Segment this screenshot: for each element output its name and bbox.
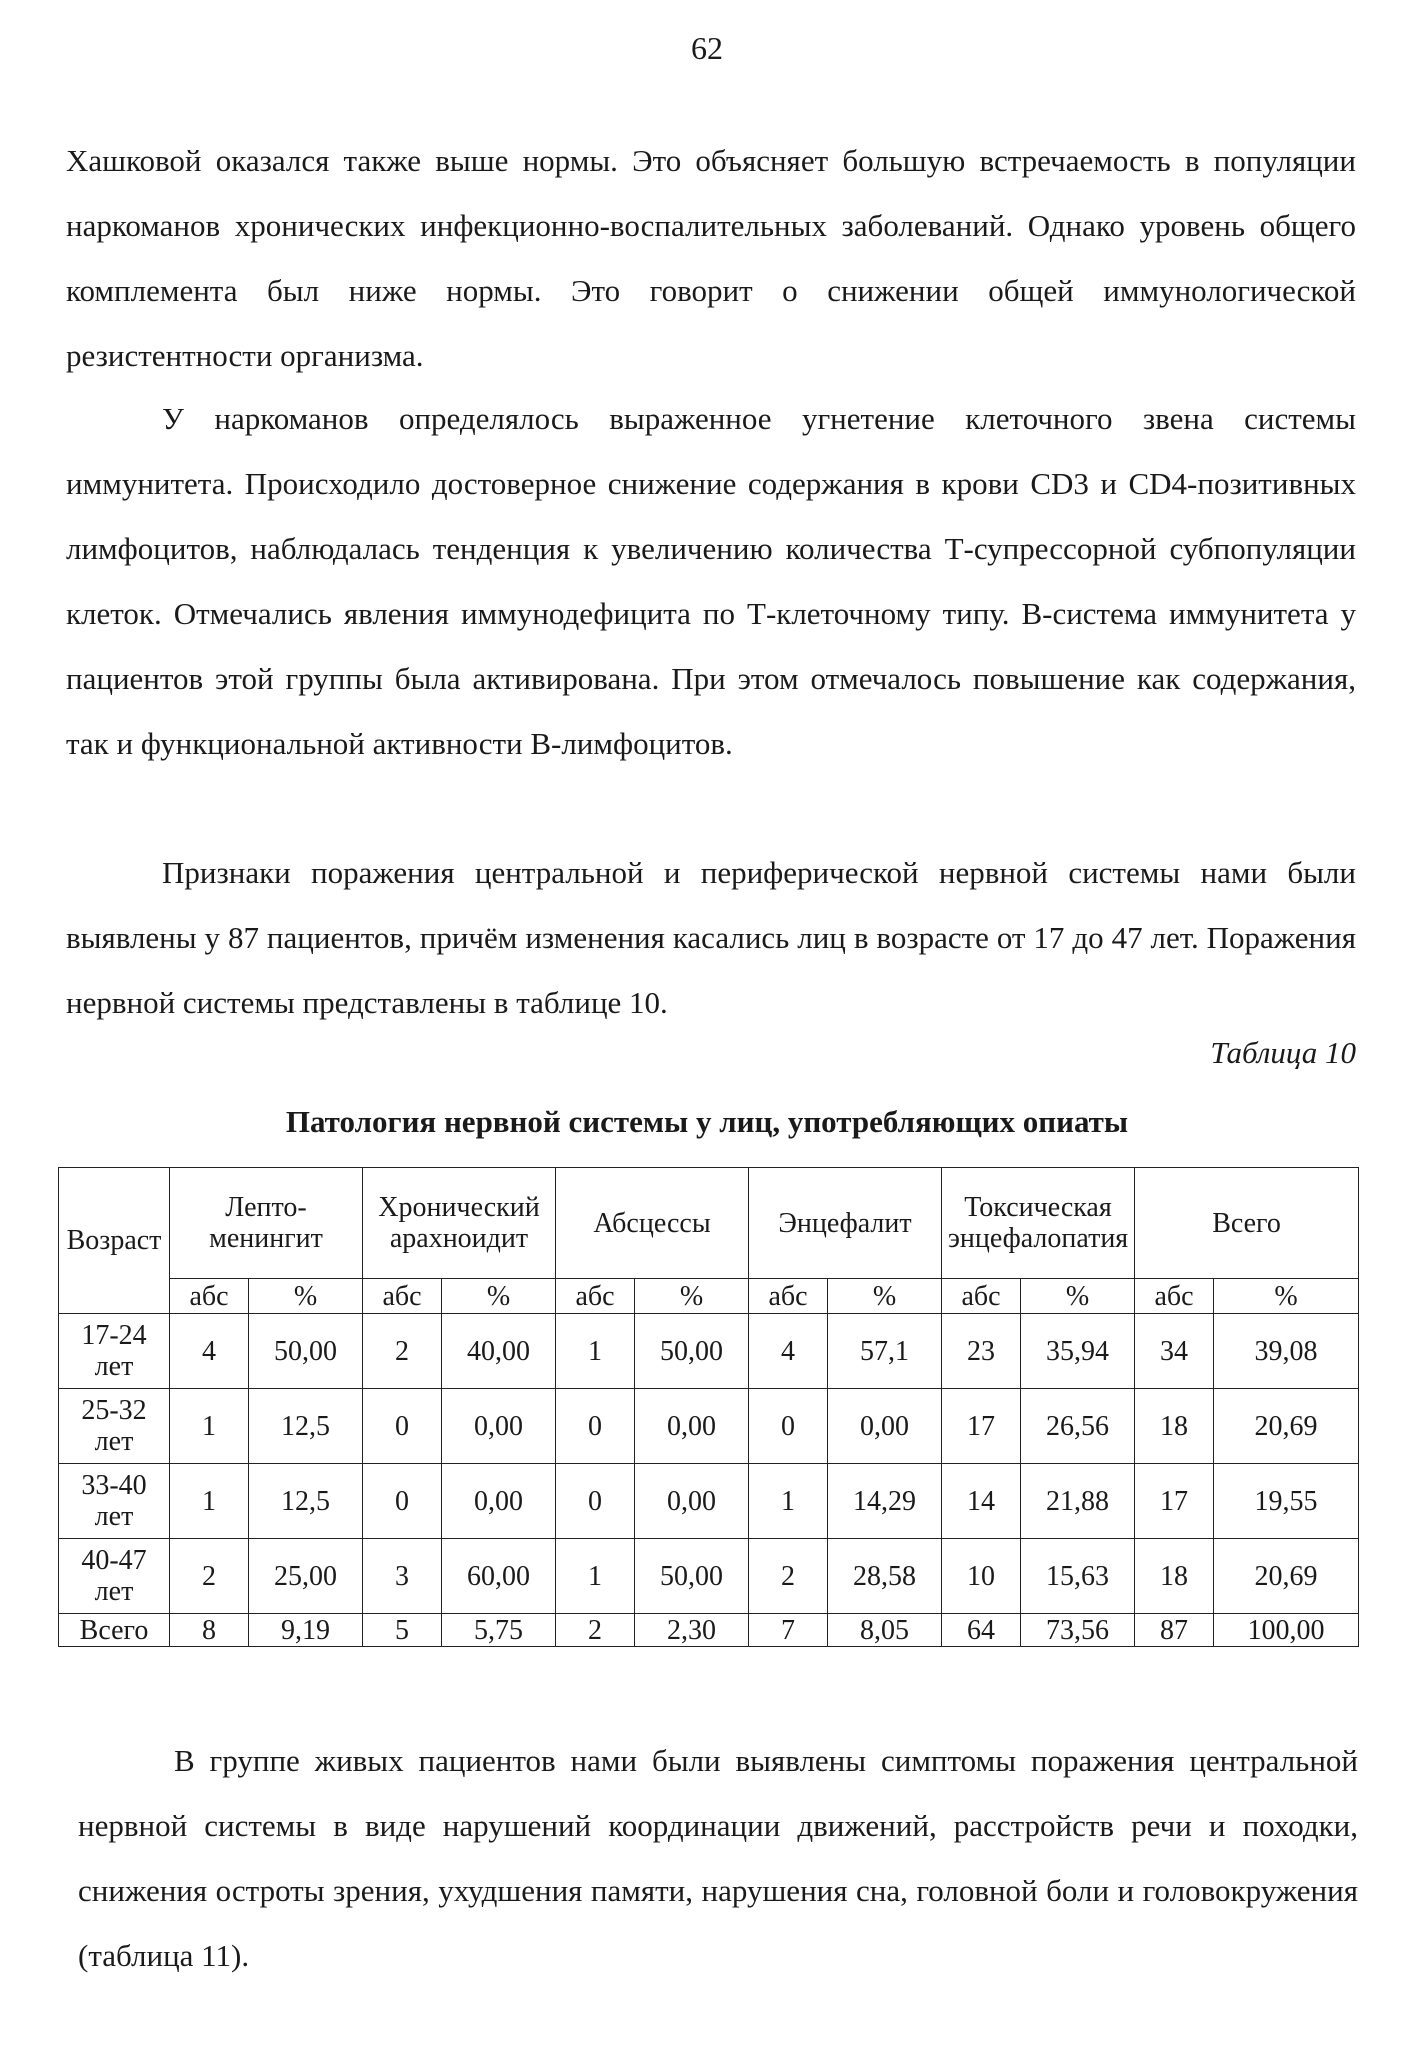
- row-label: 33-40 лет: [59, 1464, 170, 1539]
- group-header: Энцефалит: [749, 1168, 942, 1279]
- table-cell: 1: [170, 1464, 249, 1539]
- table-cell: 10: [942, 1539, 1021, 1614]
- paragraph-4: В группе живых пациентов нами были выявлены симптомы поражения центральной нервной системы в виде нарушений координации движений, расстройств речи и походки, снижения остроты зрения, ухудшения памяти, нарушения сна, головной боли и головокружения (таблица 11).: [78, 1743, 1358, 1973]
- table-cell: 0: [749, 1389, 828, 1464]
- table-cell: 3: [363, 1539, 442, 1614]
- table-cell: 0: [363, 1464, 442, 1539]
- table-row: [59, 1464, 1359, 1539]
- paragraph-1: Хашковой оказался также выше нормы. Это объясняет большую встречаемость в популяции наркоманов хронических инфекционно-воспалительных заболеваний. Однако уровень общего комплемента был ниже нормы. Это говорит о снижении общей иммунологической резистентности организма.: [66, 143, 1356, 373]
- subheader-abs: абс: [1135, 1279, 1214, 1314]
- subheader-percent: %: [1214, 1279, 1359, 1314]
- subheader-percent: %: [635, 1279, 749, 1314]
- table-cell: 18: [1135, 1539, 1214, 1614]
- table-cell: 8,05: [828, 1614, 942, 1647]
- table-cell: 8: [170, 1614, 249, 1647]
- table-cell: 2: [556, 1614, 635, 1647]
- table-cell: 17: [1135, 1464, 1214, 1539]
- table-cell: 12,5: [249, 1464, 363, 1539]
- subheader-abs: абс: [363, 1279, 442, 1314]
- table-cell: 4: [170, 1314, 249, 1389]
- table-cell: 28,58: [828, 1539, 942, 1614]
- group-header: Абсцессы: [556, 1168, 749, 1279]
- table-cell: 64: [942, 1614, 1021, 1647]
- table-cell: 0: [556, 1464, 635, 1539]
- table-row: [59, 1389, 1359, 1464]
- table-cell: 50,00: [635, 1314, 749, 1389]
- table-cell: 40,00: [442, 1314, 556, 1389]
- table-cell: 39,08: [1214, 1314, 1359, 1389]
- table-row: [59, 1614, 1359, 1647]
- table-cell: 1: [556, 1314, 635, 1389]
- table-cell: 57,1: [828, 1314, 942, 1389]
- paragraph-2: У наркоманов определялось выраженное угнетение клеточного звена системы иммунитета. Происходило достоверное снижение содержания в крови CD3 и CD4-позитивных лимфоцитов, наблюдалась тенденция к увеличению количества Т-супрессорной субпопуляции клеток. Отмечались явления иммунодефицита по Т-клеточному типу. В-система иммунитета у пациентов этой группы была активирована. При этом отмечалось повышение как содержания, так и функциональной активности В-лимфоцитов.: [66, 401, 1356, 761]
- group-header: Хронический арахноидит: [363, 1168, 556, 1279]
- subheader-percent: %: [1021, 1279, 1135, 1314]
- pathology-table: [58, 1167, 1359, 1647]
- table-cell: 14: [942, 1464, 1021, 1539]
- group-header: Всего: [1135, 1168, 1359, 1279]
- row-header-age: Возраст: [59, 1168, 170, 1314]
- table-cell: 100,00: [1214, 1614, 1359, 1647]
- table-body: [59, 1314, 1359, 1647]
- table-cell: 2: [363, 1314, 442, 1389]
- table-cell: 1: [749, 1464, 828, 1539]
- table-cell: 0: [363, 1389, 442, 1464]
- table-cell: 1: [556, 1539, 635, 1614]
- table-cell: 20,69: [1214, 1539, 1359, 1614]
- row-label: 40-47 лет: [59, 1539, 170, 1614]
- row-label: 25-32 лет: [59, 1389, 170, 1464]
- table-cell: 60,00: [442, 1539, 556, 1614]
- table-title: Патология нервной системы у лиц, употребляющих опиаты: [285, 1104, 1129, 1139]
- table-cell: 0: [556, 1389, 635, 1464]
- row-label: 17-24 лет: [59, 1314, 170, 1389]
- table-cell: 50,00: [635, 1539, 749, 1614]
- subheader-abs: абс: [942, 1279, 1021, 1314]
- table-cell: 2: [170, 1539, 249, 1614]
- table-cell: 12,5: [249, 1389, 363, 1464]
- table-cell: 14,29: [828, 1464, 942, 1539]
- table-cell: 87: [1135, 1614, 1214, 1647]
- table-cell: 35,94: [1021, 1314, 1135, 1389]
- page-number: 62: [691, 30, 723, 66]
- table-row: [59, 1539, 1359, 1614]
- row-label: Всего: [59, 1614, 170, 1647]
- table-cell: 50,00: [249, 1314, 363, 1389]
- subheader-abs: абс: [749, 1279, 828, 1314]
- table-cell: 1: [170, 1389, 249, 1464]
- table-row: [59, 1314, 1359, 1389]
- table-caption: Таблица 10: [1210, 1035, 1356, 1070]
- table-cell: 73,56: [1021, 1614, 1135, 1647]
- group-header: Токсическая энцефалопатия: [942, 1168, 1135, 1279]
- table-cell: 5: [363, 1614, 442, 1647]
- table-cell: 5,75: [442, 1614, 556, 1647]
- subheader-abs: абс: [170, 1279, 249, 1314]
- paragraph-3: Признаки поражения центральной и периферической нервной системы нами были выявлены у 87 пациентов, причём изменения касались лиц в возрасте от 17 до 47 лет. Поражения нервной системы представлены в таблице 10.: [66, 855, 1356, 1020]
- table-cell: 34: [1135, 1314, 1214, 1389]
- table-cell: 0,00: [635, 1464, 749, 1539]
- table-cell: 21,88: [1021, 1464, 1135, 1539]
- table-cell: 2,30: [635, 1614, 749, 1647]
- table-cell: 0,00: [442, 1389, 556, 1464]
- table-cell: 7: [749, 1614, 828, 1647]
- table-cell: 18: [1135, 1389, 1214, 1464]
- table-cell: 2: [749, 1539, 828, 1614]
- table-cell: 19,55: [1214, 1464, 1359, 1539]
- table-cell: 0,00: [828, 1389, 942, 1464]
- table-cell: 0,00: [442, 1464, 556, 1539]
- table-cell: 9,19: [249, 1614, 363, 1647]
- table-cell: 20,69: [1214, 1389, 1359, 1464]
- table-cell: 25,00: [249, 1539, 363, 1614]
- table-cell: 26,56: [1021, 1389, 1135, 1464]
- table-cell: 15,63: [1021, 1539, 1135, 1614]
- group-header: Лепто-менингит: [170, 1168, 363, 1279]
- table-cell: 17: [942, 1389, 1021, 1464]
- table-cell: 0,00: [635, 1389, 749, 1464]
- table-cell: 23: [942, 1314, 1021, 1389]
- subheader-percent: %: [828, 1279, 942, 1314]
- subheader-abs: абс: [556, 1279, 635, 1314]
- subheader-percent: %: [442, 1279, 556, 1314]
- table-cell: 4: [749, 1314, 828, 1389]
- subheader-percent: %: [249, 1279, 363, 1314]
